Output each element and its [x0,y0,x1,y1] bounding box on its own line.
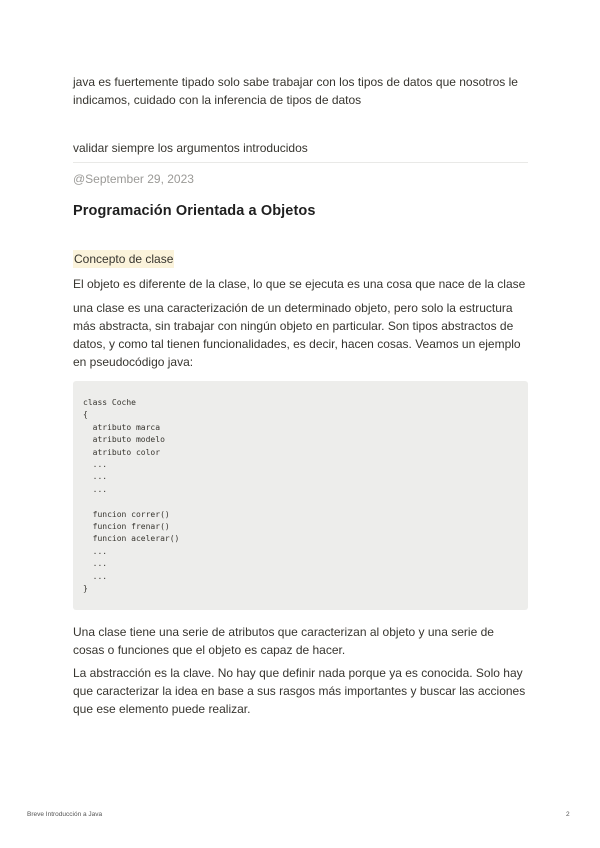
paragraph-atributos: Una clase tiene una serie de atributos que caracterizan al objeto y una serie de cosas o funciones que el objeto es capaz de hacer. [73,625,494,657]
paragraph-objeto: El objeto es diferente de la clase, lo que se ejecuta es una cosa que nace de la clase [73,277,526,291]
date-label: @September 29, 2023 [73,172,194,186]
highlighted-subtitle: Concepto de clase [74,252,174,266]
code-content: class Coche { atributo marca atributo modelo atributo color ... ... ... funcion correr() funcion frenar() funcion acelerar() ... ... ... } [83,398,180,594]
divider [73,162,528,163]
code-block [73,381,528,610]
footer-title: Breve Introducción a Java [27,811,103,818]
paragraph-clase: una clase es una caracterización de un determinado objeto, pero solo la estructura más abstracta, sin trabajar con ningún objeto en particular. Son tipos abstractos de datos, y como tal tienen funcionalidades, es decir, hacen cosas. Veamos un ejemplo en pseudocódigo java: [73,301,521,369]
footer-page-number: 2 [566,811,570,818]
paragraph-java-typing: java es fuertemente tipado solo sabe trabajar con los tipos de datos que nosotros le indicamos, cuidado con la inferencia de tipos de datos [73,75,518,107]
paragraph-validar: validar siempre los argumentos introducidos [73,141,308,155]
section-heading: Programación Orientada a Objetos [73,203,316,219]
paragraph-abstraccion: La abstracción es la clave. No hay que definir nada porque ya es conocida. Solo hay que caracterizar la idea en base a sus rasgos más importantes y buscar las acciones que ese elemento puede realizar. [73,666,526,716]
